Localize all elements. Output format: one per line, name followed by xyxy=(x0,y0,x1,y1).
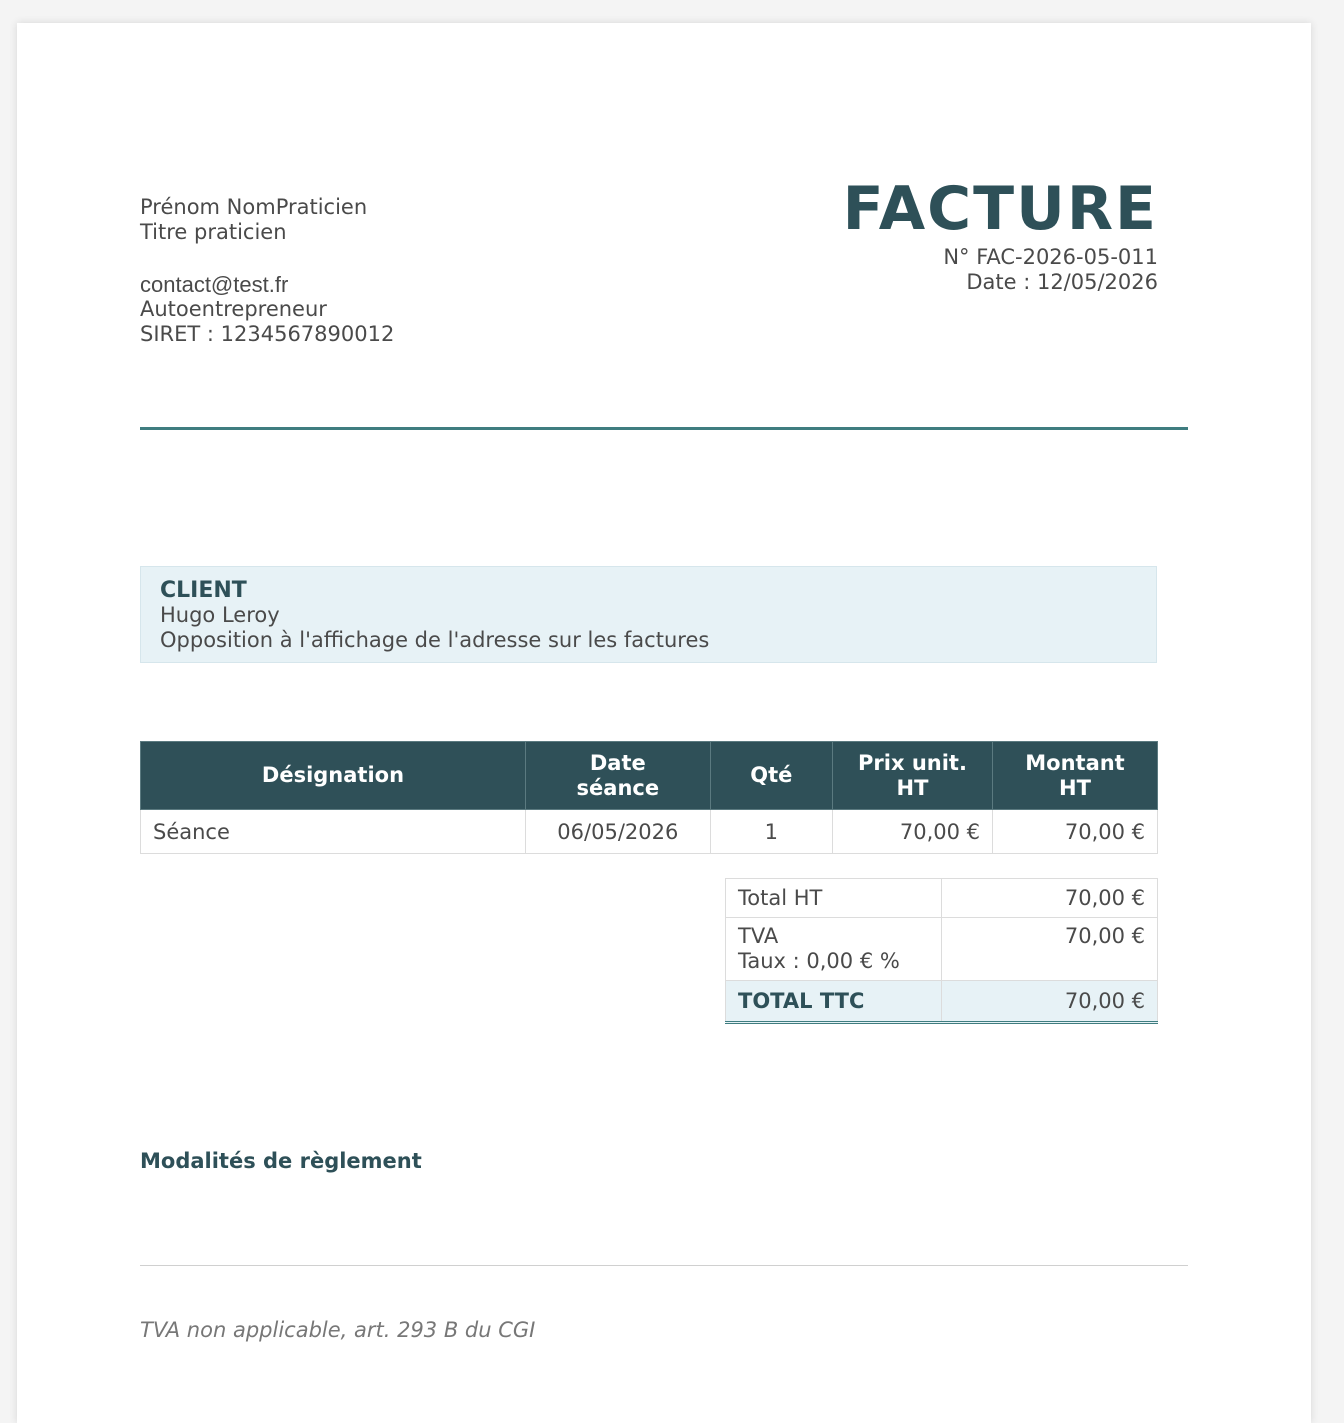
sender-email: contact@test.fr xyxy=(140,272,289,297)
row-date: 06/05/2026 xyxy=(525,810,710,854)
sender-block xyxy=(140,195,394,347)
header-amount xyxy=(993,742,1158,810)
total-ttc-row xyxy=(726,981,1158,1023)
total-ttc-value: 70,00 € xyxy=(942,981,1158,1023)
invoice-title: FACTURE xyxy=(842,174,1158,244)
sender-status: Autoentrepreneur xyxy=(140,297,327,321)
invoice-page xyxy=(17,23,1311,1423)
header-date xyxy=(525,742,710,810)
header-date-line2: séance xyxy=(576,775,660,800)
tva-value: 70,00 € xyxy=(942,918,1158,981)
invoice-number: N° FAC-2026-05-011 xyxy=(943,245,1158,269)
row-unit-price: 70,00 € xyxy=(832,810,992,854)
row-designation: Séance xyxy=(141,810,526,854)
total-ht-row xyxy=(726,879,1158,918)
header-amount-line2: HT xyxy=(1059,775,1091,800)
client-label: CLIENT xyxy=(160,578,247,603)
table-row xyxy=(141,810,1158,854)
header-designation xyxy=(141,742,526,810)
sender-gap xyxy=(140,245,394,272)
invoice-header xyxy=(843,173,1158,295)
client-box xyxy=(140,566,1157,663)
header-date-line1: Date xyxy=(589,750,646,775)
invoice-content xyxy=(140,23,1188,1423)
footer-note: TVA non applicable, art. 293 B du CGI xyxy=(140,1318,536,1342)
invoice-date: Date : 12/05/2026 xyxy=(966,270,1158,294)
row-qty: 1 xyxy=(710,810,832,854)
items-header-row xyxy=(141,742,1158,810)
footer-divider xyxy=(140,1265,1188,1266)
header-designation-text: Désignation xyxy=(261,763,405,787)
tva-rate: Taux : 0,00 € % xyxy=(738,949,900,973)
client-name: Hugo Leroy xyxy=(160,603,280,627)
header-divider xyxy=(140,427,1188,430)
row-amount: 70,00 € xyxy=(993,810,1158,854)
header-unit-line1: Prix unit. xyxy=(858,750,967,775)
payment-heading: Modalités de règlement xyxy=(140,1149,422,1173)
sender-name: Prénom NomPraticien xyxy=(140,195,368,219)
tva-cell xyxy=(726,918,942,981)
header-unit-line2: HT xyxy=(896,775,929,800)
sender-siret: SIRET : 1234567890012 xyxy=(140,322,395,346)
total-ht-value: 70,00 € xyxy=(942,879,1158,918)
header-amount-line1: Montant xyxy=(1025,750,1125,775)
tva-row xyxy=(726,918,1158,981)
total-ttc-label: TOTAL TTC xyxy=(726,981,942,1023)
total-ht-label: Total HT xyxy=(726,879,942,918)
totals-table xyxy=(725,878,1158,1024)
tva-label: TVA xyxy=(738,924,779,948)
header-qty-text: Qté xyxy=(750,763,793,787)
client-address-note: Opposition à l'affichage de l'adresse sur les factures xyxy=(160,628,710,652)
header-qty xyxy=(710,742,832,810)
header-unit-price xyxy=(832,742,992,810)
items-table xyxy=(140,741,1158,854)
sender-title: Titre praticien xyxy=(140,220,287,244)
